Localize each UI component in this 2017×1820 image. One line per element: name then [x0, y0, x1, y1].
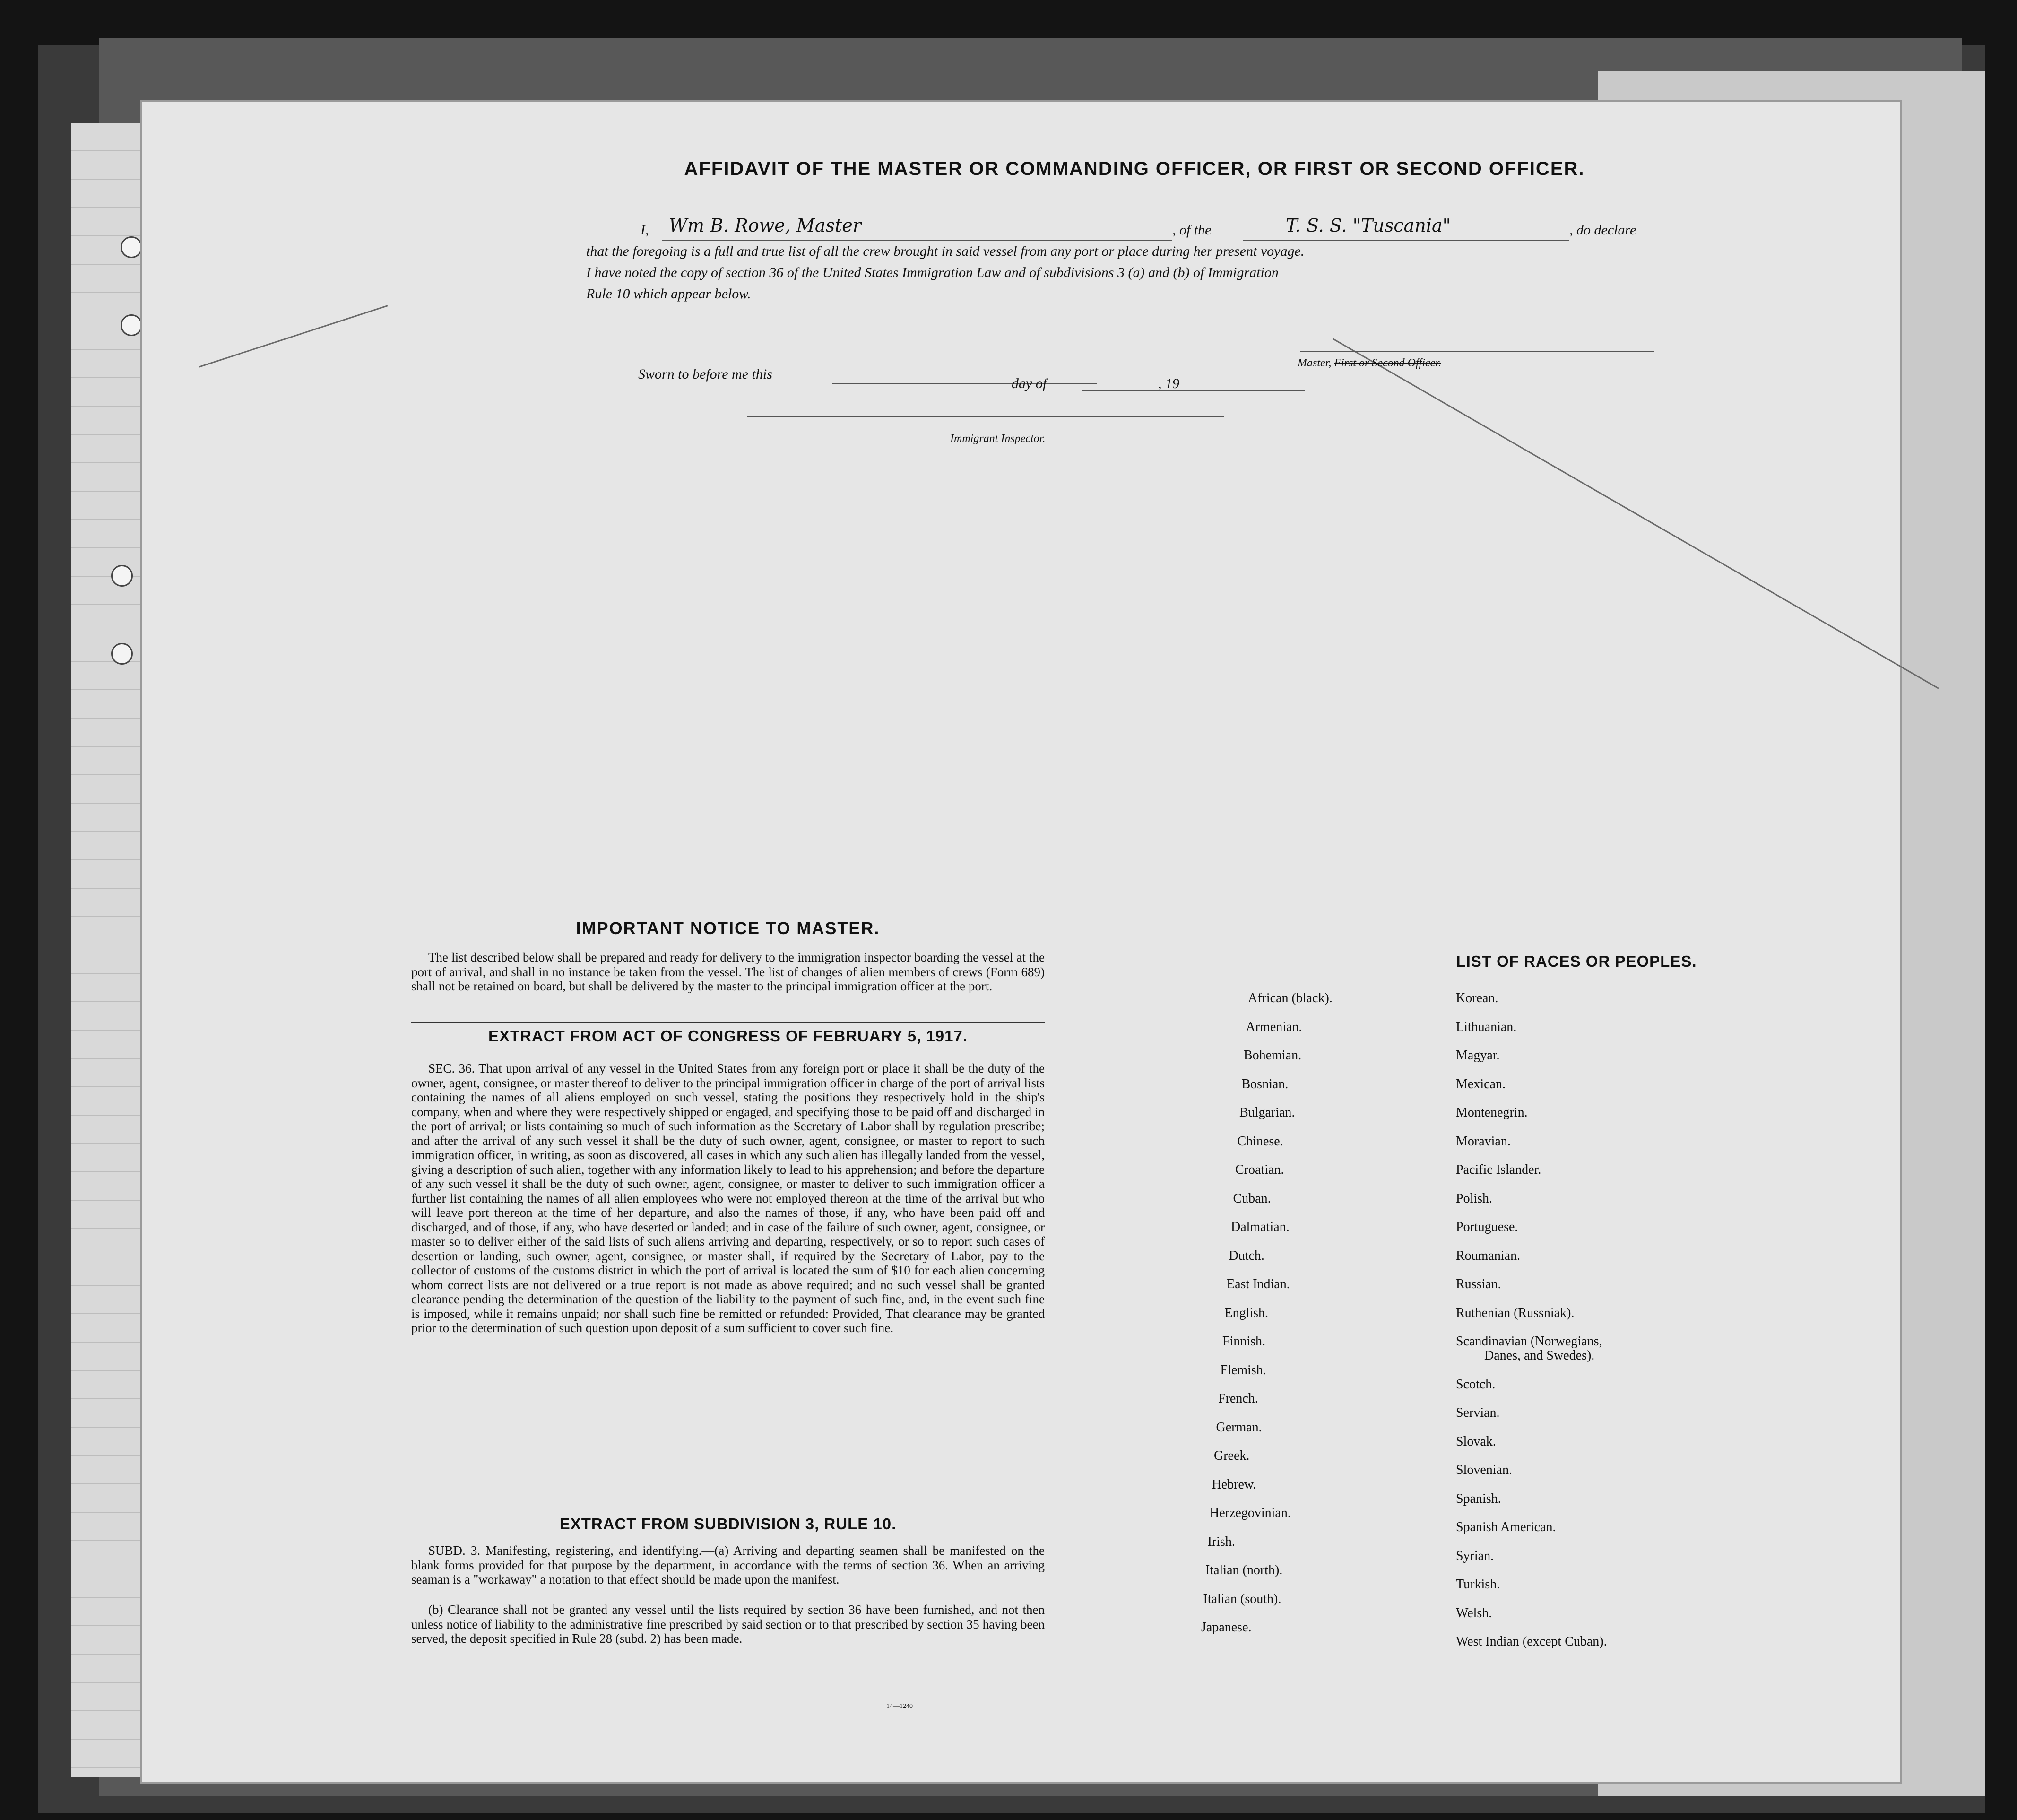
form-number: 14—1240	[886, 1703, 913, 1710]
race-entry: Italian (north).	[1205, 1563, 1283, 1577]
master-name-field[interactable]: Wm B. Rowe, Master	[669, 215, 861, 236]
month-line	[1082, 390, 1305, 391]
race-entry: Slovak.	[1456, 1434, 1496, 1449]
race-entry: Korean.	[1456, 991, 1498, 1005]
race-entry: Croatian.	[1235, 1162, 1284, 1177]
race-entry: Portuguese.	[1456, 1220, 1518, 1234]
race-entry: Roumanian.	[1456, 1248, 1521, 1263]
race-entry: Lithuanian.	[1456, 1019, 1517, 1034]
affidavit-declare-label: , do declare	[1569, 222, 1636, 238]
affidavit-line-3: I have noted the copy of section 36 of the United States Immigration Law and of subdivisions 3 (a) and (b) of Immigration	[586, 265, 1279, 280]
vessel-name-field[interactable]: T. S. S. "Tuscania"	[1286, 215, 1451, 236]
race-entry: Japanese.	[1201, 1620, 1252, 1635]
section-rule	[411, 1022, 1045, 1023]
act-extract-title: EXTRACT FROM ACT OF CONGRESS OF FEBRUARY 5, 1917.	[488, 1027, 968, 1045]
race-entry: English.	[1224, 1305, 1269, 1320]
race-entry: French.	[1218, 1391, 1258, 1406]
act-extract-text: SEC. 36. That upon arrival of any vessel in the United States from any foreign port or place it shall be the duty of the owner, agent, consignee, or master thereof to deliver to the principal immigration officer in charge of the port of arrival lists containing the names of all aliens employed on such vessel, stating the positions they respectively hold in the ship's company, when and where they were respectively shipped or engaged, and specifying those to be paid off and discharged in the port of arrival; or lists containing so much of such information as the Secretary of Labor shall by regulation prescribe; and after the arrival of any such vessel it shall be the duty of such owner, agent, consignee, or master to report to such immigration officer, in writing, as soon as discovered, all cases in which any such alien has illegally landed from the vessel, giving a description of such alien, together with any information likely to lead to his apprehension; and before the departure of any such vessel it shall be the duty of such owner, agent, consignee, or master to deliver to such immigration officer a further list containing the names of all alien employees who were not employed thereon at the time of the arrival but who will leave port thereon at the time of her departure, and also the names of those, if any, who have been paid off and discharged, and of those, if any, who have deserted or landed; and in case of the failure of such owner, agent, consignee, or master so to deliver either of the said lists of such aliens arriving and departing, respectively, or so to report such cases of desertion or landing, such owner, agent, consignee, or master shall, if required by the Secretary of Labor, pay to the collector of customs of the customs district in which the port of arrival is located the sum of $10 for each alien concerning whom correct lists are not delivered or a true report is not made as above required; and no such vessel shall be granted clearance pending the determination of the question of the liability to the payment of such fine, and, in the event such fine is imposed, while it remains unpaid; nor shall such fine be remitted or refunded: Provided, That clearance may be granted prior to the determination of such question upon deposit of a sum sufficient to cover such fine.	[411, 1061, 1045, 1335]
race-entry: African (black).	[1248, 991, 1333, 1005]
affidavit-i-label: I,	[641, 222, 649, 238]
race-entry: Moravian.	[1456, 1134, 1511, 1149]
year-label: , 19	[1158, 376, 1179, 391]
bleed-through-line	[1333, 338, 1939, 689]
race-entry: Spanish American.	[1456, 1520, 1556, 1534]
punch-hole	[121, 314, 142, 336]
vessel-name-line	[1243, 240, 1569, 241]
inspector-label: Immigrant Inspector.	[950, 433, 1046, 445]
affidavit-line-2: that the foregoing is a full and true list of all the crew brought in said vessel from any port or place during her present voyage.	[586, 243, 1305, 259]
races-title: LIST OF RACES OR PEOPLES.	[1456, 953, 1697, 970]
master-signature-line	[1300, 351, 1654, 352]
day-of-label: day of	[1012, 376, 1047, 391]
race-entry: Ruthenian (Russniak).	[1456, 1305, 1575, 1320]
race-entry: Bulgarian.	[1239, 1105, 1295, 1120]
race-entry: Magyar.	[1456, 1048, 1500, 1063]
race-entry: Servian.	[1456, 1405, 1500, 1420]
race-entry: Montenegrin.	[1456, 1105, 1528, 1120]
race-entry: West Indian (except Cuban).	[1456, 1634, 1607, 1649]
race-entry: Slovenian.	[1456, 1463, 1512, 1477]
rule-subd-a: SUBD. 3. Manifesting, registering, and identifying.—(a) Arriving and departing seamen shall be manifested on the blank forms provided for that purpose by the department, in accordance with the terms of section 36. When an arriving seaman is a "workaway" a notation to that effect should be made upon the manifest.	[411, 1543, 1045, 1586]
race-entry: East Indian.	[1227, 1277, 1290, 1291]
race-entry: Pacific Islander.	[1456, 1162, 1541, 1177]
rule-subd-b: (b) Clearance shall not be granted any vessel until the lists required by section 36 have been furnished, and not then unless notice of liability to the administrative fine prescribed by said section or to that prescribed by section 35 having been served, the deposit specified in Rule 28 (subd. 2) has been made.	[411, 1603, 1045, 1646]
race-entry: Herzegovinian.	[1210, 1506, 1291, 1520]
race-entry: Scandinavian (Norwegians,	[1456, 1334, 1602, 1349]
race-entry: Bohemian.	[1244, 1048, 1302, 1063]
rule-extract-title: EXTRACT FROM SUBDIVISION 3, RULE 10.	[559, 1515, 897, 1533]
affidavit-of-the-label: , of the	[1172, 222, 1212, 238]
race-entry: Flemish.	[1220, 1362, 1266, 1378]
race-entry: Irish.	[1207, 1534, 1235, 1549]
notice-text: The list described below shall be prepared and ready for delivery to the immigration inspector boarding the vessel at the port of arrival, and shall in no instance be taken from the vessel. The list of changes of alien members of crews (Form 689) shall not be retained on board, but shall be delivered by the master to the principal immigration officer at the port.	[411, 950, 1045, 993]
master-name-line	[662, 240, 1172, 241]
race-entry: Cuban.	[1233, 1191, 1271, 1206]
race-entry: Finnish.	[1222, 1334, 1266, 1349]
race-entry: Hebrew.	[1212, 1477, 1256, 1492]
race-entry: Polish.	[1456, 1191, 1493, 1206]
affidavit-line-4: Rule 10 which appear below.	[586, 286, 751, 302]
punch-hole	[111, 565, 133, 587]
sworn-day-line	[832, 383, 1097, 384]
sworn-label: Sworn to before me this	[638, 366, 772, 382]
race-entry: Greek.	[1214, 1448, 1250, 1463]
race-entry: Welsh.	[1456, 1605, 1492, 1621]
affidavit-title: AFFIDAVIT OF THE MASTER OR COMMANDING OFFICER, OR FIRST OR SECOND OFFICER.	[684, 158, 1585, 179]
race-entry: Scotch.	[1456, 1377, 1496, 1392]
race-entry: Italian (south).	[1203, 1591, 1281, 1606]
race-entry: Dutch.	[1229, 1248, 1264, 1263]
race-entry: Syrian.	[1456, 1548, 1494, 1563]
race-entry: Danes, and Swedes).	[1484, 1348, 1595, 1363]
race-entry: Spanish.	[1456, 1491, 1501, 1506]
race-entry: German.	[1216, 1420, 1262, 1435]
race-entry: Bosnian.	[1241, 1076, 1289, 1092]
punch-hole	[121, 236, 142, 258]
punch-hole	[111, 643, 133, 665]
race-entry: Chinese.	[1237, 1134, 1283, 1149]
master-signature-label: Master, First or Second Officer.	[1298, 357, 1441, 369]
affidavit-page	[142, 102, 1900, 1782]
race-entry: Turkish.	[1456, 1577, 1500, 1592]
inspector-signature-line	[747, 416, 1224, 417]
race-entry: Mexican.	[1456, 1076, 1506, 1092]
race-entry: Russian.	[1456, 1277, 1501, 1291]
race-entry: Dalmatian.	[1231, 1220, 1290, 1234]
bleed-through-line	[199, 305, 388, 368]
notice-title: IMPORTANT NOTICE TO MASTER.	[576, 919, 880, 938]
race-entry: Armenian.	[1246, 1019, 1302, 1034]
